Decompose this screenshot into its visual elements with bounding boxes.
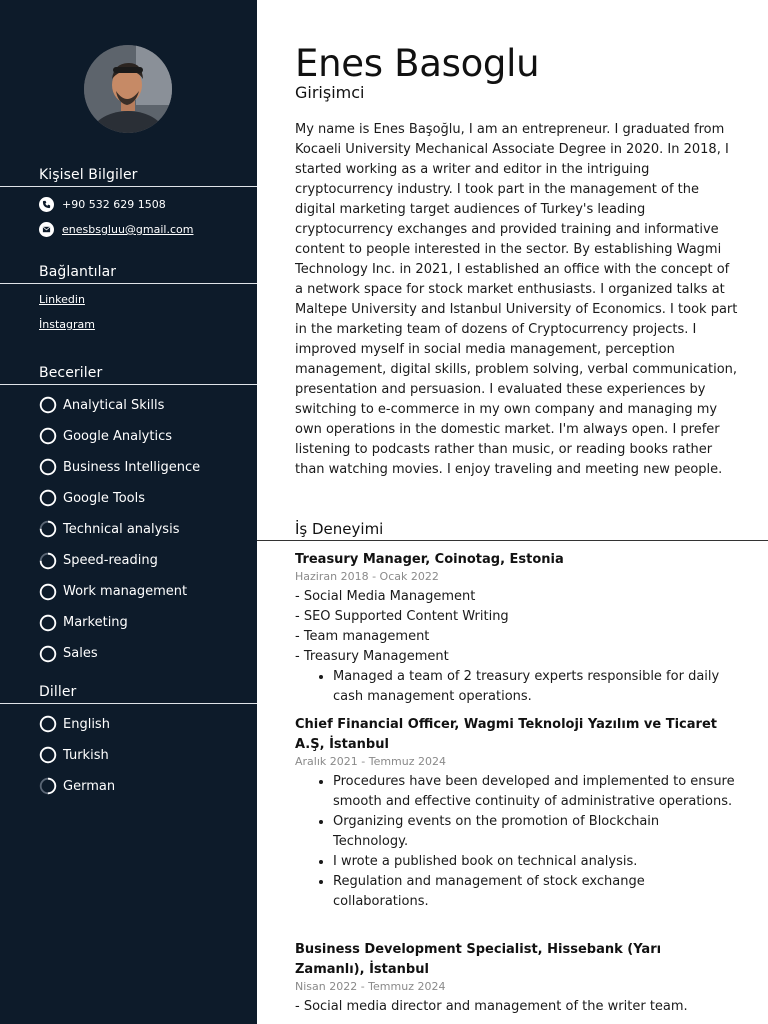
skill-level-ring-icon [39,746,57,764]
instagram-link[interactable]: İnstagram [39,318,95,331]
language-item-label: German [63,778,116,794]
phone-number: +90 532 629 1508 [62,198,166,211]
skill-level-ring-icon [39,489,57,507]
candidate-name: Enes Basoglu [295,42,540,85]
profile-summary: My name is Enes Başoğlu, I am an entrepreneur. I graduated from Kocaeli University Mechanical Associate Degree in 2020. In 2018, I started working as a writer and editor in the intriguing cryptocurrency industry. I took part in the management of the digital marketing target audiences of Turkey's leading cryptocurrency exchanges and provided training and informative content to people interested in the sector. By establishing Wagmi Technology Inc. in 2021, I established an office with the concept of a network space for stock market enthusiasts. I organized talks at Maltepe University and Istanbul University of Economics. I took part in the marketing team of dozens of Cryptocurrency projects. I improved myself in social media management, perception management, digital skills, problem solving, verbal communication, presentation and persuasion. I evaluated these experiences by switching to e-commerce in my own company and managing my own operations in the domestic market. I'm always open. I prefer listening to podcasts rather than music, or reading books rather than watching movies. I enjoy traveling and meeting new people. [295,122,738,477]
skill-item [39,458,200,476]
job-date: Nisan 2022 - Temmuz 2024 [295,980,446,993]
skill-level-ring-icon [39,396,57,414]
skill-level-ring-icon [39,645,57,663]
phone-icon [39,197,54,212]
personal-info-title: Kişisel Bilgiler [39,167,138,183]
phone-row [39,197,166,212]
skill-item-label: Speed-reading [63,553,158,568]
section-divider [0,283,257,284]
skill-item [39,396,164,414]
job-responsibility-line: - Treasury Management [295,649,449,664]
job-entry [295,940,735,1017]
language-item-label: English [63,716,110,732]
skill-item [39,552,158,570]
sidebar [0,0,257,1024]
links-title: Bağlantılar [39,264,117,280]
job-responsibility-line: - SEO Supported Content Writing [295,609,509,624]
job-responsibilities [295,997,735,1017]
skill-item [39,614,128,632]
job-responsibility-line: - Team management [295,629,430,644]
candidate-headline: Girişimci [295,83,365,102]
section-divider [0,703,257,704]
skill-level-ring-icon [39,715,57,733]
avatar-photo-icon [84,45,172,133]
skill-item-label: Business Intelligence [63,459,201,475]
skill-level-ring-icon [39,777,57,795]
avatar [84,45,172,133]
skill-level-ring-icon [39,427,57,445]
job-responsibility-line: - Social media director and management of the writer team. [295,999,688,1014]
skill-item [39,645,98,663]
language-item [39,746,109,764]
skill-item [39,520,179,538]
skill-item-label: Google Tools [63,490,145,506]
skill-level-ring-icon [39,458,57,476]
email-row[interactable] [39,222,193,237]
job-achievement-item: • Procedures have been developed and implemented to ensure smooth and effective continuity of administrative operations. [333,772,735,812]
skill-level-ring-icon [39,520,57,538]
job-title: Business Development Specialist, Hissebank (Yarı Zamanlı), İstanbul [295,942,662,977]
skill-item-label: Google Analytics [63,428,173,444]
job-entry [295,715,735,912]
job-achievement-item: • I wrote a published book on technical analysis. [333,852,735,872]
language-item [39,715,110,733]
skill-item-label: Sales [63,646,98,662]
language-item-label: Turkish [63,747,109,763]
skill-item [39,427,172,445]
language-item [39,777,115,795]
envelope-icon [39,222,54,237]
skill-level-ring-icon [39,614,57,632]
job-responsibilities [295,587,735,667]
skills-title: Beceriler [39,365,103,381]
skill-item-label: Analytical Skills [63,397,165,413]
section-divider [0,384,257,385]
skill-item-label: Technical analysis [63,521,180,537]
job-achievements [295,667,735,707]
job-achievement-item: • Organizing events on the promotion of Blockchain Technology. [333,812,735,852]
job-achievement-item: • Managed a team of 2 treasury experts responsible for daily cash management operations. [333,667,735,707]
skill-item-label: Marketing [63,615,128,631]
linkedin-link[interactable]: Linkedin [39,293,85,306]
experience-divider [257,540,768,541]
languages-title: Diller [39,684,77,700]
job-responsibility-line: - Social Media Management [295,589,476,604]
skill-item [39,583,187,601]
job-achievement-item: • Regulation and management of stock exchange collaborations. [333,872,735,912]
experience-title: İş Deneyimi [295,520,384,538]
job-date: Aralık 2021 - Temmuz 2024 [295,755,447,768]
job-entry [295,550,735,707]
job-achievements [295,772,735,912]
email-link[interactable]: enesbsgluu@gmail.com [62,223,194,236]
skill-level-ring-icon [39,583,57,601]
skill-item [39,489,145,507]
job-title: Chief Financial Officer, Wagmi Teknoloji Yazılım ve Ticaret A.Ş, İstanbul [295,717,717,752]
skill-level-ring-icon [39,552,57,570]
section-divider [0,186,257,187]
job-date: Haziran 2018 - Ocak 2022 [295,570,439,583]
skill-item-label: Work management [63,584,188,600]
job-title: Treasury Manager, Coinotag, Estonia [295,552,564,567]
